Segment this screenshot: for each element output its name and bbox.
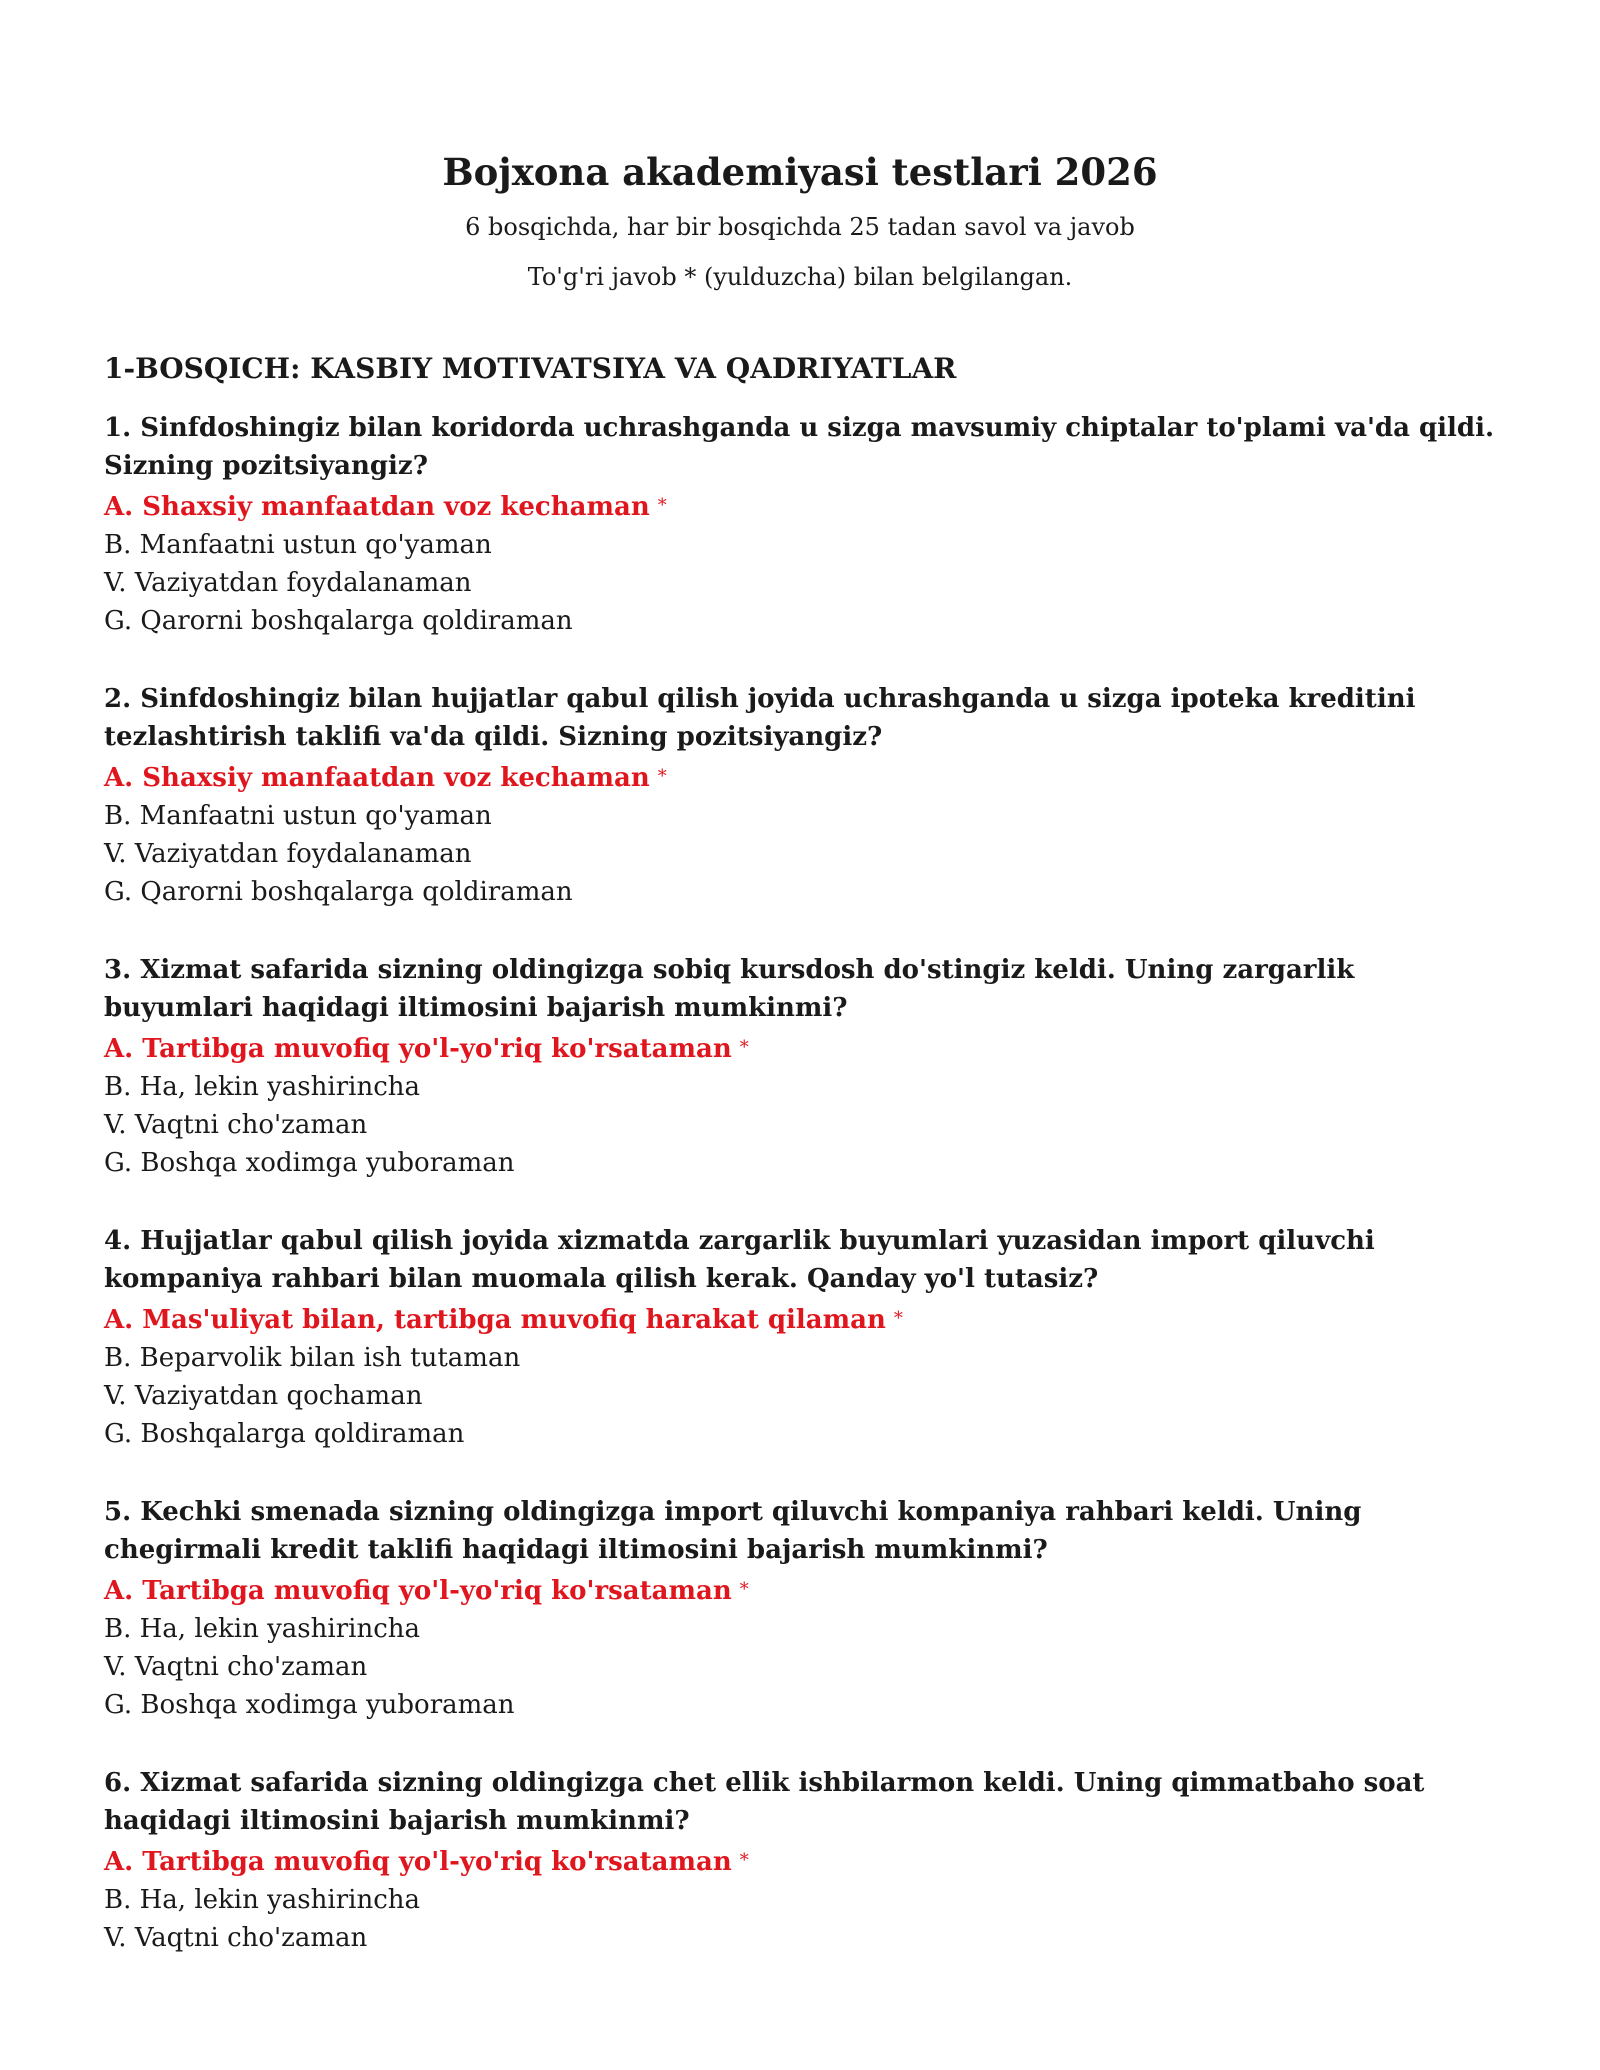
question-item	[104, 1764, 1496, 1957]
correct-answer-text: A. Shaxsiy manfaatdan voz kechaman	[104, 492, 650, 523]
correct-mark-asterisk: *	[739, 1037, 749, 1059]
correct-mark-asterisk: *	[657, 495, 667, 517]
correct-mark-asterisk: *	[893, 1308, 903, 1330]
answer-option: V. Vaziyatdan foydalanaman	[104, 568, 472, 599]
correct-answer-text: A. Tartibga muvofiq yo'l-yo'riq ko'rsataman	[104, 1034, 732, 1065]
correct-answer	[104, 1842, 1496, 1881]
question-text: 6. Xizmat safarida sizning oldingizga chet ellik ishbilarmon keldi. Uning qimmatbaho soat haqidagi iltimosini bajarish mumkinmi?	[104, 1768, 1425, 1837]
correct-answer-text: A. Tartibga muvofiq yo'l-yo'riq ko'rsataman	[104, 1576, 732, 1607]
question-text: 2. Sinfdoshingiz bilan hujjatlar qabul qilish joyida uchrashganda u sizga ipoteka kreditini tezlashtirish taklifi va'da qildi. Sizning pozitsiyangiz?	[104, 684, 1416, 753]
answer-option: V. Vaziyatdan qochaman	[104, 1381, 423, 1412]
document-subtitle: 6 bosqichda, har bir bosqichda 25 tadan savol va javob	[465, 213, 1135, 242]
answer-option: B. Manfaatni ustun qo'yaman	[104, 801, 492, 832]
question-text: 4. Hujjatlar qabul qilish joyida xizmatda zargarlik buyumlari yuzasidan import qiluvchi kompaniya rahbari bilan muomala qilish kerak. Qanday yo'l tutasiz?	[104, 1226, 1375, 1295]
question-item	[104, 409, 1496, 640]
section-title: 1-BOSQICH: KASBIY MOTIVATSIYA VA QADRIYATLAR	[104, 351, 957, 385]
answer-option: V. Vaqtni cho'zaman	[104, 1652, 368, 1683]
answer-option: B. Ha, lekin yashirincha	[104, 1614, 421, 1645]
question-item	[104, 1493, 1496, 1724]
answer-option: G. Qarorni boshqalarga qoldiraman	[104, 606, 573, 637]
document-header	[104, 150, 1496, 293]
answer-option: G. Boshqa xodimga yuboraman	[104, 1690, 515, 1721]
answer-option: B. Beparvolik bilan ish tutaman	[104, 1343, 521, 1374]
question-item	[104, 680, 1496, 911]
answer-option: G. Qarorni boshqalarga qoldiraman	[104, 877, 573, 908]
correct-mark-asterisk: *	[739, 1850, 749, 1872]
document-title: Bojxona akademiyasi testlari 2026	[442, 150, 1158, 194]
correct-answer-text: A. Tartibga muvofiq yo'l-yo'riq ko'rsataman	[104, 1847, 732, 1878]
correct-mark-asterisk: *	[739, 1579, 749, 1601]
answer-option: B. Ha, lekin yashirincha	[104, 1885, 421, 1916]
correct-answer-text: A. Mas'uliyat bilan, tartibga muvofiq harakat qilaman	[104, 1305, 886, 1336]
answer-option: V. Vaqtni cho'zaman	[104, 1110, 368, 1141]
correct-mark-asterisk: *	[657, 766, 667, 788]
question-text: 3. Xizmat safarida sizning oldingizga sobiq kursdosh do'stingiz keldi. Uning zargarlik buyumlari haqidagi iltimosini bajarish mumkinmi?	[104, 955, 1355, 1024]
correct-answer	[104, 758, 1496, 797]
answer-option: V. Vaziyatdan foydalanaman	[104, 839, 472, 870]
correct-answer	[104, 1300, 1496, 1339]
answer-option: V. Vaqtni cho'zaman	[104, 1923, 368, 1954]
question-item	[104, 1222, 1496, 1453]
answer-option: B. Manfaatni ustun qo'yaman	[104, 530, 492, 561]
correct-answer	[104, 1571, 1496, 1610]
answer-option: G. Boshqa xodimga yuboraman	[104, 1148, 515, 1179]
answer-option: B. Ha, lekin yashirincha	[104, 1072, 421, 1103]
question-text: 5. Kechki smenada sizning oldingizga import qiluvchi kompaniya rahbari keldi. Uning chegirmali kredit taklifi haqidagi iltimosini bajarish mumkinmi?	[104, 1497, 1362, 1566]
correct-answer	[104, 487, 1496, 526]
answer-option: G. Boshqalarga qoldiraman	[104, 1419, 465, 1450]
question-text: 1. Sinfdoshingiz bilan koridorda uchrashganda u sizga mavsumiy chiptalar to'plami va'da qildi. Sizning pozitsiyangiz?	[104, 413, 1495, 482]
document-note: To'g'ri javob * (yulduzcha) bilan belgilangan.	[527, 262, 1073, 291]
question-item	[104, 951, 1496, 1182]
correct-answer	[104, 1029, 1496, 1068]
correct-answer-text: A. Shaxsiy manfaatdan voz kechaman	[104, 763, 650, 794]
question-list	[104, 409, 1496, 1957]
